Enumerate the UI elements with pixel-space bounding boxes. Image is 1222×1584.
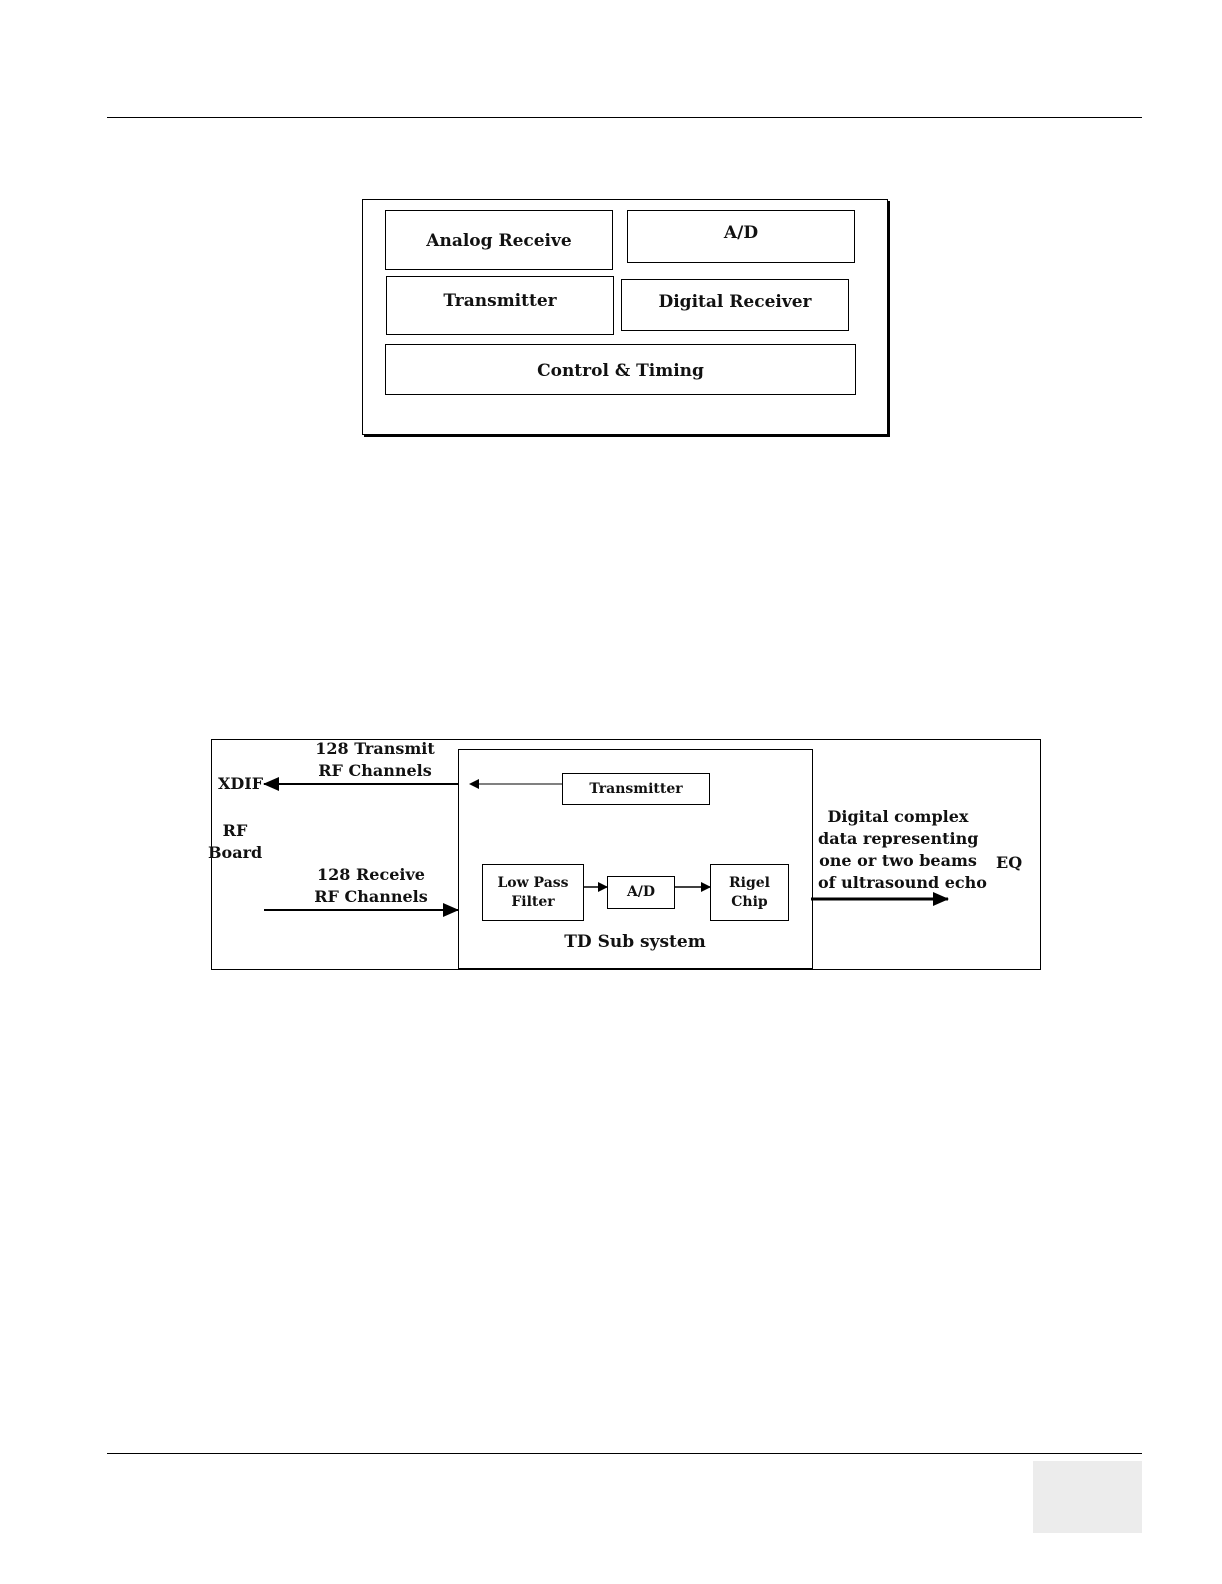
digital-receiver-block: Digital Receiver	[621, 279, 849, 331]
rf-board-line2: Board	[208, 843, 263, 862]
ad-block: A/D	[607, 876, 675, 909]
low-pass-line2: Filter	[511, 893, 555, 910]
transmitter-block: Transmitter	[386, 276, 614, 335]
analog-receive-block: Analog Receive	[385, 210, 613, 270]
transmit-label-line2: RF Channels	[318, 761, 432, 780]
output-line4: of ultrasound echo	[818, 873, 987, 892]
transmitter-block: Transmitter	[562, 773, 710, 805]
receive-label-line2: RF Channels	[314, 887, 428, 906]
xdif-label: XDIF	[218, 774, 264, 793]
output-line1: Digital complex	[827, 807, 969, 826]
control-timing-block: Control & Timing	[385, 344, 856, 395]
rf-board-line1: RF	[222, 821, 248, 840]
output-line2: data representing	[818, 829, 979, 848]
low-pass-line1: Low Pass	[497, 874, 569, 891]
td-subsystem-label: TD Sub system	[564, 932, 706, 952]
rigel-line2: Chip	[731, 893, 768, 910]
page-number-box	[1033, 1461, 1142, 1533]
ad-block: A/D	[627, 210, 855, 263]
footer-rule	[107, 1453, 1142, 1454]
transmit-label-line1: 128 Transmit	[315, 739, 435, 758]
rigel-line1: Rigel	[729, 874, 770, 891]
output-line3: one or two beams	[819, 851, 977, 870]
receive-label-line1: 128 Receive	[317, 865, 425, 884]
eq-label: EQ	[996, 853, 1023, 872]
